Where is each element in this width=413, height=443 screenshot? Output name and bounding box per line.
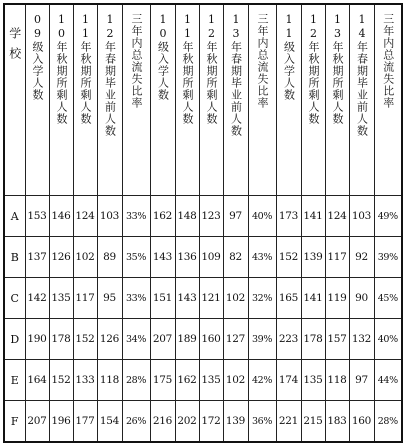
count-cell: 102 [73, 237, 97, 278]
count-cell: 141 [301, 278, 325, 319]
header-label: 11年秋期所剩人数 [181, 13, 194, 125]
count-cell: 135 [301, 360, 325, 401]
count-cell: 207 [150, 319, 175, 360]
table-row [4, 196, 402, 237]
count-cell: 160 [349, 401, 374, 443]
attrition-rate-cell: 36% [248, 401, 276, 443]
header-cell [25, 4, 49, 196]
header-cell [325, 4, 349, 196]
count-cell: 173 [276, 196, 301, 237]
count-cell: 152 [73, 319, 97, 360]
table-row [4, 360, 402, 401]
count-cell: 175 [150, 360, 175, 401]
header-cell [122, 4, 150, 196]
count-cell: 196 [49, 401, 73, 443]
school-name-cell: B [4, 237, 25, 278]
count-cell: 103 [349, 196, 374, 237]
count-cell: 132 [349, 319, 374, 360]
count-cell: 162 [175, 360, 199, 401]
count-cell: 178 [301, 319, 325, 360]
header-label: 09级入学人数 [31, 13, 44, 101]
count-cell: 178 [49, 319, 73, 360]
header-label: 11年秋期所剩人数 [79, 13, 92, 125]
count-cell: 152 [49, 360, 73, 401]
header-cell [175, 4, 199, 196]
attrition-rate-cell: 43% [248, 237, 276, 278]
count-cell: 90 [349, 278, 374, 319]
header-label: 13年秋期所剩人数 [331, 13, 344, 125]
header-label: 10级入学人数 [156, 13, 170, 101]
attrition-rate-cell: 39% [248, 319, 276, 360]
attrition-rate-cell: 49% [374, 196, 402, 237]
header-cell [374, 4, 402, 196]
count-cell: 215 [301, 401, 325, 443]
header-cell [349, 4, 374, 196]
header-label: 14年春期毕业前人数 [355, 13, 369, 137]
count-cell: 117 [325, 237, 349, 278]
count-cell: 137 [25, 237, 49, 278]
count-cell: 102 [223, 360, 248, 401]
attrition-rate-cell: 40% [248, 196, 276, 237]
count-cell: 97 [223, 196, 248, 237]
count-cell: 174 [276, 360, 301, 401]
header-label: 12年春期毕业前人数 [103, 13, 117, 137]
table-row [4, 237, 402, 278]
header-cell [248, 4, 276, 196]
count-cell: 97 [349, 360, 374, 401]
header-label: 学校 [7, 27, 22, 67]
count-cell: 123 [199, 196, 223, 237]
school-name-cell: E [4, 360, 25, 401]
count-cell: 189 [175, 319, 199, 360]
count-cell: 157 [325, 319, 349, 360]
header-row [4, 4, 402, 196]
count-cell: 190 [25, 319, 49, 360]
count-cell: 154 [97, 401, 122, 443]
attrition-rate-cell: 28% [122, 360, 150, 401]
count-cell: 146 [49, 196, 73, 237]
count-cell: 126 [97, 319, 122, 360]
attrition-rate-cell: 26% [122, 401, 150, 443]
count-cell: 148 [175, 196, 199, 237]
count-cell: 124 [325, 196, 349, 237]
attrition-rate-cell: 42% [248, 360, 276, 401]
header-label: 10年秋期所剩人数 [55, 13, 68, 125]
attrition-rate-cell: 39% [374, 237, 402, 278]
count-cell: 202 [175, 401, 199, 443]
header-label: 三年内总流失比率 [130, 13, 143, 109]
count-cell: 135 [199, 360, 223, 401]
header-label: 13年春期毕业前人数 [229, 13, 243, 137]
count-cell: 151 [150, 278, 175, 319]
header-label: 11级入学人数 [282, 13, 296, 101]
count-cell: 152 [276, 237, 301, 278]
header-cell [73, 4, 97, 196]
count-cell: 89 [97, 237, 122, 278]
count-cell: 133 [73, 360, 97, 401]
enrollment-attrition-table-wrapper [3, 3, 403, 443]
count-cell: 103 [97, 196, 122, 237]
count-cell: 82 [223, 237, 248, 278]
count-cell: 142 [25, 278, 49, 319]
table-row [4, 319, 402, 360]
attrition-rate-cell: 33% [122, 278, 150, 319]
count-cell: 162 [150, 196, 175, 237]
count-cell: 143 [150, 237, 175, 278]
header-label: 12年秋期所剩人数 [205, 13, 218, 125]
count-cell: 109 [199, 237, 223, 278]
attrition-rate-cell: 45% [374, 278, 402, 319]
attrition-rate-cell: 35% [122, 237, 150, 278]
school-name-cell: C [4, 278, 25, 319]
count-cell: 126 [49, 237, 73, 278]
count-cell: 119 [325, 278, 349, 319]
count-cell: 207 [25, 401, 49, 443]
count-cell: 102 [223, 278, 248, 319]
count-cell: 92 [349, 237, 374, 278]
table-row [4, 278, 402, 319]
count-cell: 136 [175, 237, 199, 278]
header-cell [97, 4, 122, 196]
count-cell: 118 [325, 360, 349, 401]
attrition-rate-cell: 34% [122, 319, 150, 360]
attrition-rate-cell: 44% [374, 360, 402, 401]
header-cell [301, 4, 325, 196]
header-cell [150, 4, 175, 196]
count-cell: 127 [223, 319, 248, 360]
count-cell: 165 [276, 278, 301, 319]
count-cell: 139 [301, 237, 325, 278]
attrition-rate-cell: 33% [122, 196, 150, 237]
enrollment-attrition-table [3, 3, 403, 443]
header-label: 三年内总流失比率 [256, 13, 269, 109]
header-cell [49, 4, 73, 196]
count-cell: 117 [73, 278, 97, 319]
count-cell: 139 [223, 401, 248, 443]
count-cell: 160 [199, 319, 223, 360]
count-cell: 124 [73, 196, 97, 237]
school-name-cell: A [4, 196, 25, 237]
count-cell: 172 [199, 401, 223, 443]
count-cell: 177 [73, 401, 97, 443]
attrition-rate-cell: 28% [374, 401, 402, 443]
count-cell: 141 [301, 196, 325, 237]
header-cell [223, 4, 248, 196]
count-cell: 223 [276, 319, 301, 360]
school-name-cell: F [4, 401, 25, 443]
header-label: 三年内总流失比率 [381, 13, 395, 109]
header-school [4, 4, 25, 196]
count-cell: 135 [49, 278, 73, 319]
count-cell: 216 [150, 401, 175, 443]
attrition-rate-cell: 40% [374, 319, 402, 360]
count-cell: 143 [175, 278, 199, 319]
header-label: 12年秋期所剩人数 [307, 13, 320, 125]
attrition-rate-cell: 32% [248, 278, 276, 319]
school-name-cell: D [4, 319, 25, 360]
count-cell: 95 [97, 278, 122, 319]
count-cell: 164 [25, 360, 49, 401]
table-body [4, 196, 402, 443]
count-cell: 153 [25, 196, 49, 237]
header-cell [199, 4, 223, 196]
count-cell: 183 [325, 401, 349, 443]
count-cell: 221 [276, 401, 301, 443]
header-cell [276, 4, 301, 196]
count-cell: 121 [199, 278, 223, 319]
count-cell: 118 [97, 360, 122, 401]
